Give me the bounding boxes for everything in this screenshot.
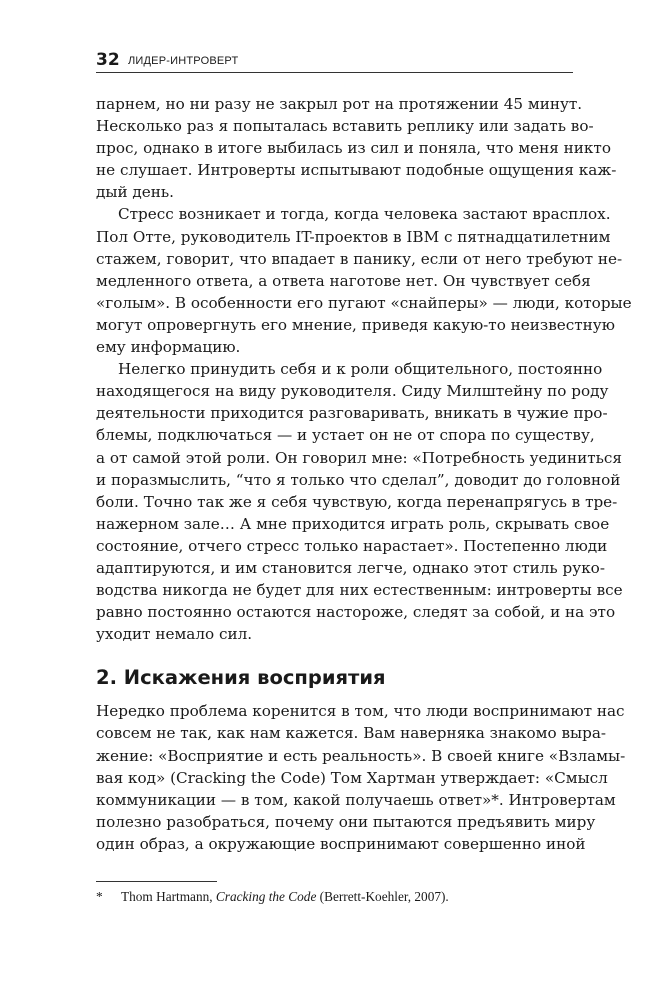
text-line: состояние, отчего стресс только нарастает». Постепенно люди: [96, 536, 608, 555]
text-line: жение: «Восприятие и есть реальность». В своей книге «Взламы-: [96, 746, 626, 765]
text-line: ему информацию.: [96, 338, 241, 357]
text-line: равно постоянно остаются настороже, следят за собой, и на это: [96, 603, 616, 622]
text-line: блемы, подключаться — и устает он не от спора по существу,: [96, 426, 595, 445]
text-line: прос, однако в итоге выбилась из сил и поняла, что меня никто: [96, 139, 611, 158]
footnote-author: Thom Hartmann,: [121, 889, 216, 904]
text-line: Пол Отте, руководитель IT-проектов в IBM с пятнадцатилетним: [96, 227, 611, 246]
text-line: нажерном зале… А мне приходится играть роль, скрывать свое: [96, 514, 610, 533]
text-line: не слушает. Интроверты испытывают подобные ощущения каж-: [96, 161, 617, 180]
text-line: медленного ответа, а ответа наготове нет. Он чувствует себя: [96, 271, 591, 290]
text-line: Несколько раз я попыталась вставить реплику или задать во-: [96, 117, 594, 136]
text-line: совсем не так, как нам кажется. Вам наверняка знакомо выра-: [96, 724, 607, 743]
text-line: дый день.: [96, 183, 174, 202]
paragraph: [96, 358, 623, 645]
text-line: парнем, но ни разу не закрыл рот на протяжении 45 минут.: [96, 95, 583, 113]
text-line: полезно разобраться, почему они пытаются предъявить миру: [96, 812, 596, 831]
running-head-title: ЛИДЕР-ИНТРОВЕРТ: [128, 55, 239, 67]
text-line: стажем, говорит, что впадает в панику, если от него требуют не-: [96, 249, 623, 268]
paragraph: [96, 700, 626, 855]
text-line: и поразмыслить, “что я только что сделал”, доводит до головной: [96, 470, 621, 489]
footnote: [96, 889, 449, 905]
text-line: коммуникации — в том, какой получаешь ответ»*. Интровертам: [96, 790, 616, 809]
footnote-divider: [96, 881, 217, 882]
footnote-publisher: (Berrett-Koehler, 2007).: [316, 889, 449, 904]
text-line: уходит немало сил.: [96, 625, 253, 644]
text-line: Нередко проблема коренится в том, что люди воспринимают нас: [96, 702, 625, 721]
paragraph: [96, 203, 632, 358]
text-line: а от самой этой роли. Он говорил мне: «Потребность уединиться: [96, 448, 623, 467]
text-line: Стресс возникает и тогда, когда человека застают врасплох.: [118, 205, 611, 224]
text-line: находящегося на виду руководителя. Сиду Милштейну по роду: [96, 382, 609, 401]
paragraph: [96, 93, 617, 203]
text-line: адаптируются, и им становится легче, однако этот стиль руко-: [96, 558, 605, 577]
running-header: [96, 50, 573, 73]
page-body: [96, 93, 632, 855]
text-line: могут опровергнуть его мнение, приведя какую-то неизвестную: [96, 315, 615, 334]
text-line: один образ, а окружающие воспринимают совершенно иной: [96, 834, 586, 853]
footnote-title: Cracking the Code: [215, 889, 317, 904]
section-heading: 2. Искажения восприятия: [96, 666, 386, 690]
text-line: водства никогда не будет для них естественным: интроверты все: [96, 581, 623, 600]
text-line: Нелегко принудить себя и к роли общительного, постоянно: [118, 360, 603, 379]
page-number: 32: [96, 50, 120, 70]
text-line: вая код» (Cracking the Code) Том Хартман утверждает: «Смысл: [96, 768, 608, 787]
text-line: деятельности приходится разговаривать, вникать в чужие про-: [96, 404, 608, 423]
text-line: боли. Точно так же я себя чувствую, когда перенапрягусь в тре-: [96, 492, 618, 511]
footnote-marker: *: [96, 889, 103, 904]
text-line: «голым». В особенности его пугают «снайперы» — люди, которые: [96, 293, 632, 312]
